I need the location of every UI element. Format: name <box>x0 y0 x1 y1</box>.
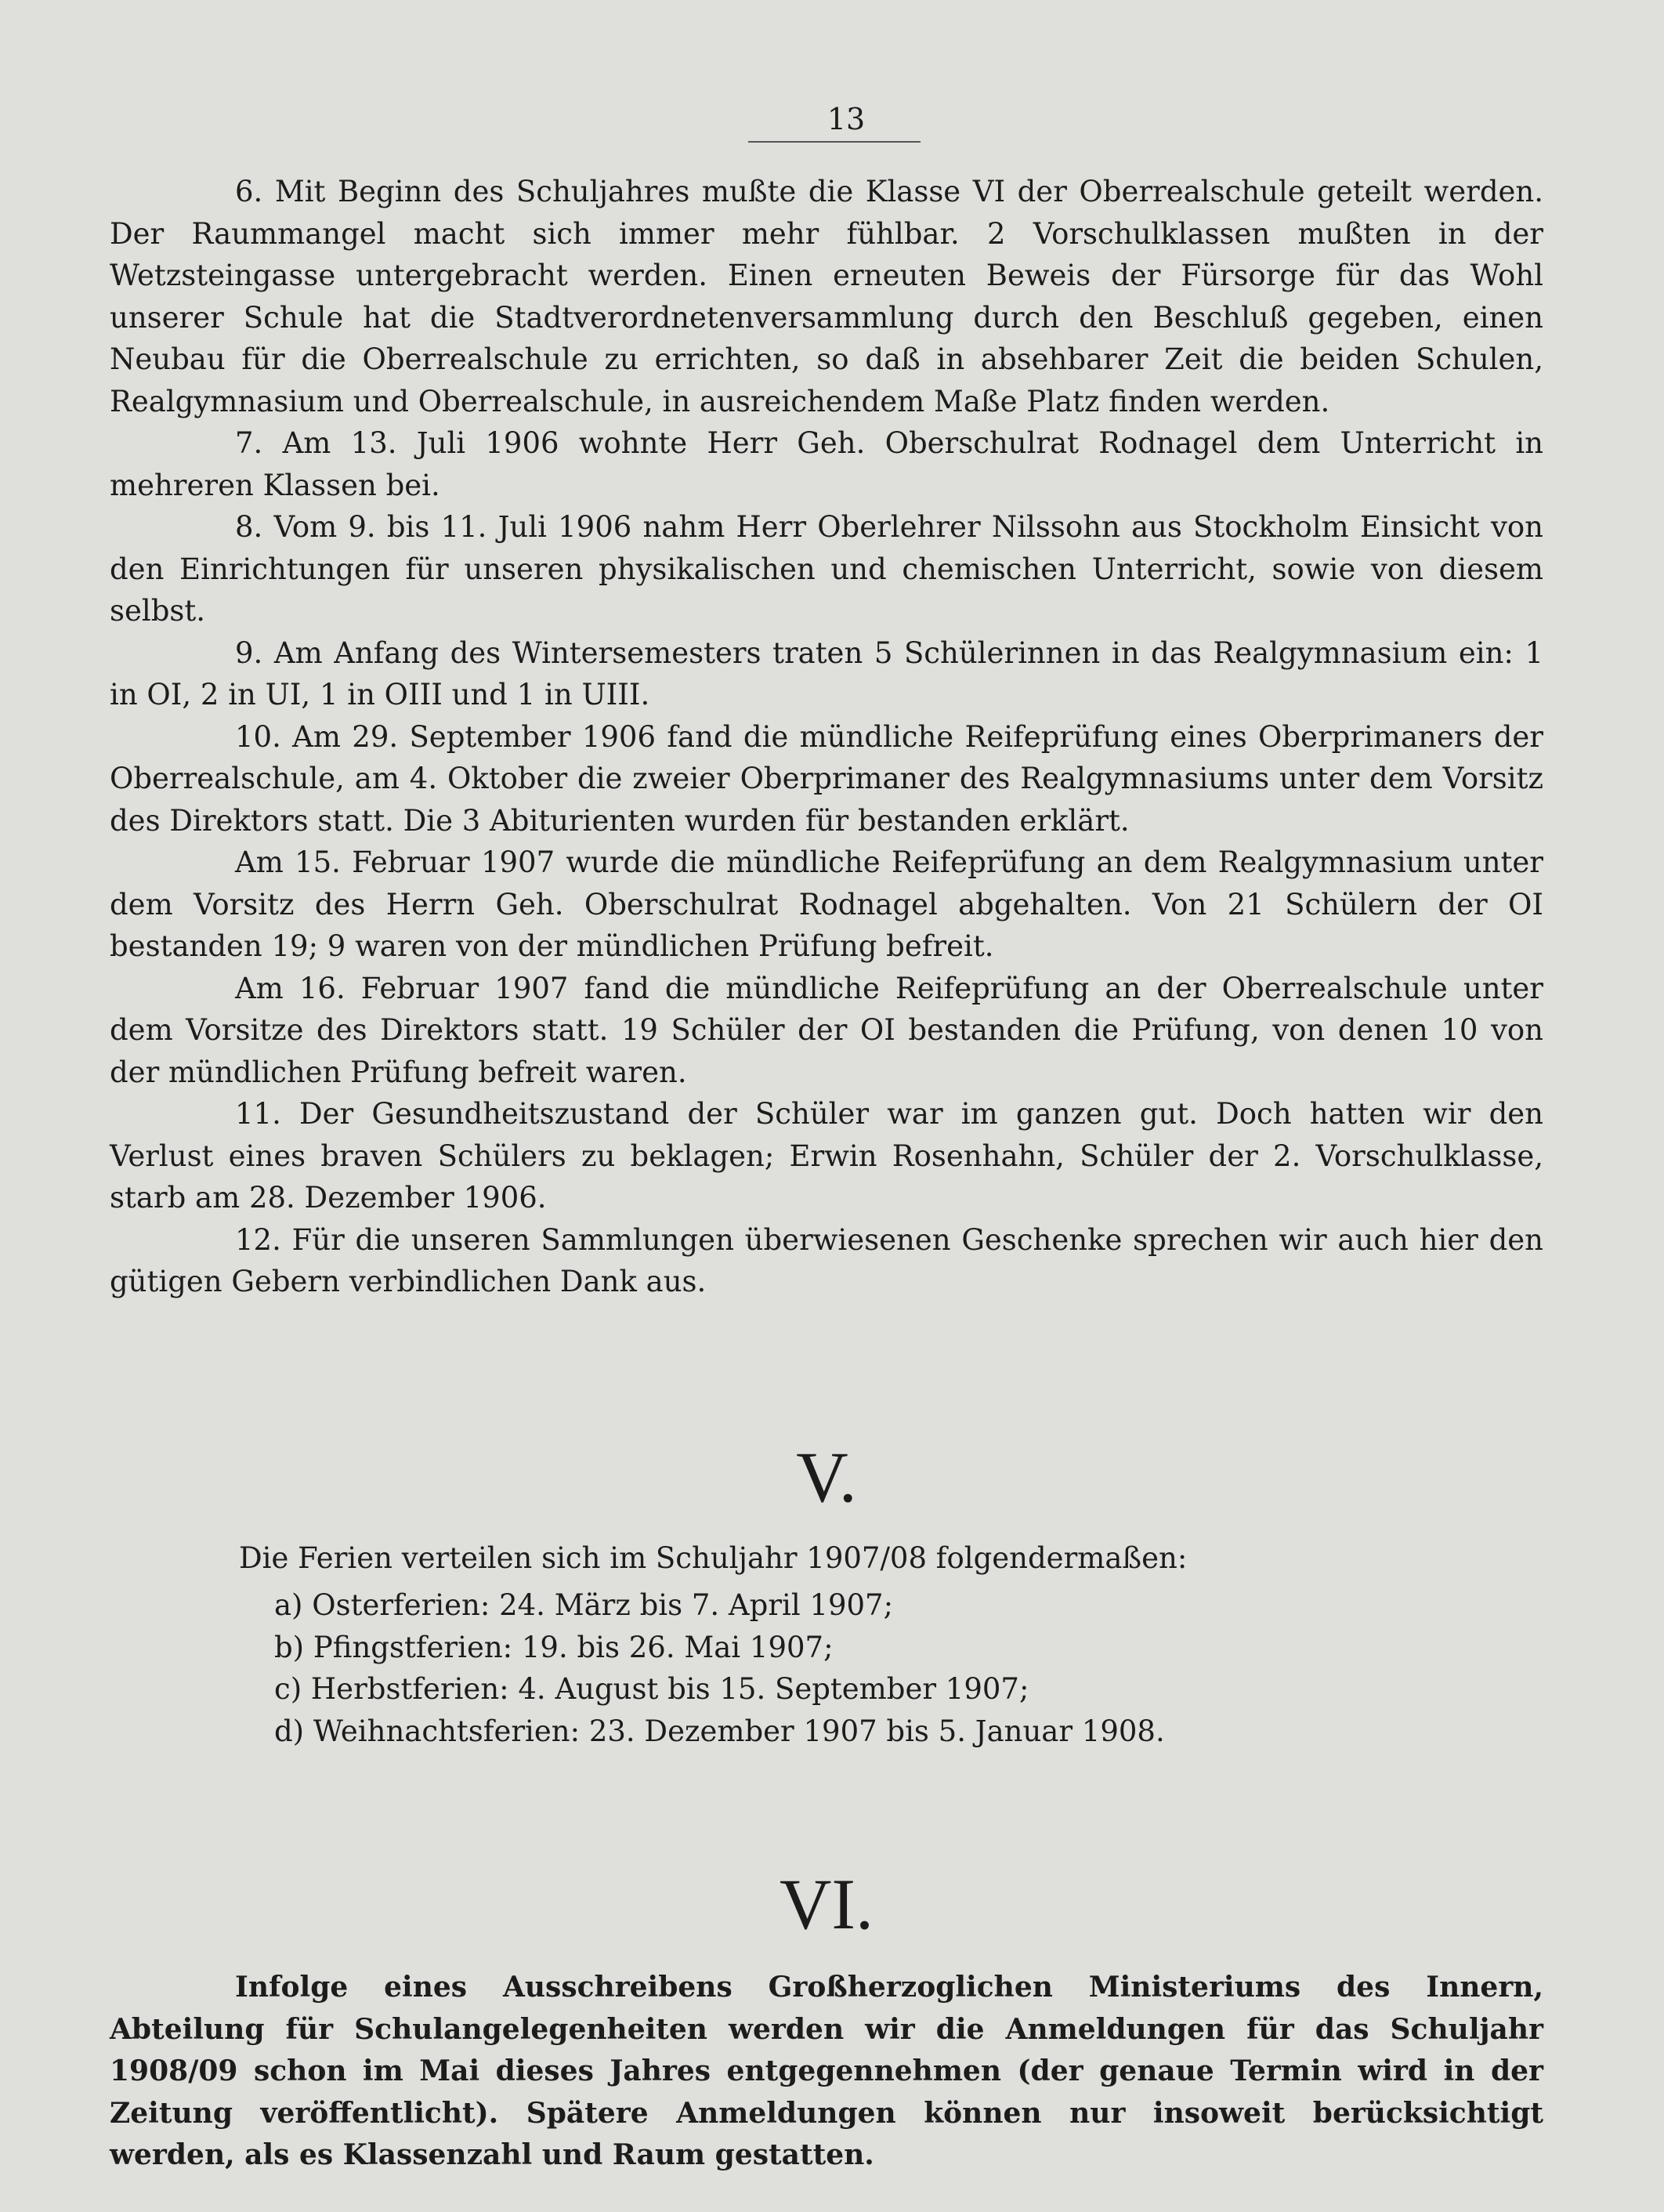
paragraph-11: 11. Der Gesundheitszustand der Schüler war im ganzen gut. Doch hatten wir den Verlust eines braven Schülers zu beklagen; Erwin Rosenhahn, Schüler der 2. Vorschulklasse, starb am 28. Dezember 1906. <box>110 1097 1543 1215</box>
paragraph-8: 8. Vom 9. bis 11. Juli 1906 nahm Herr Oberlehrer Nilssohn aus Stockholm Einsicht von den Einrichtungen für unseren physikalischen und chemischen Unterricht, sowie von diesem selbst. <box>110 510 1543 628</box>
paragraph-10-feb16: Am 16. Februar 1907 fand die mündliche Reifeprüfung an der Oberrealschule unter dem Vorsitze des Direktors statt. 19 Schüler der OI bestanden die Prüfung, von denen 10 von der mündlichen Prüfung befreit waren. <box>110 971 1543 1089</box>
paragraph-12: 12. Für die unseren Sammlungen überwiesenen Geschenke sprechen wir auch hier den gütigen Gebern verbindlichen Dank aus. <box>110 1222 1543 1298</box>
paragraph-10-feb15: Am 15. Februar 1907 wurde die mündliche Reifeprüfung an dem Realgymnasium unter dem Vorsitz des Herrn Geh. Oberschulrat Rodnagel abgehalten. Von 21 Schülern der OI bestanden 19; 9 waren von der mündlichen Prüfung befreit. <box>110 845 1543 963</box>
ferien-item-weihnacht: d) Weihnachtsferien: 23. Dezember 1907 bis 5. Januar 1908. <box>274 1714 1165 1748</box>
paragraph-10: 10. Am 29. September 1906 fand die mündliche Reifeprüfung eines Oberprimaners der Oberrealschule, am 4. Oktober die zweier Oberprimaner des Realgymnasiums unter dem Vorsitz des Direktors statt. Die 3 Abiturienten wurden für bestanden erklärt. <box>110 719 1543 838</box>
ferien-item-oster: a) Osterferien: 24. März bis 7. April 1907; <box>274 1588 894 1622</box>
ferien-item-herbst: c) Herbstferien: 4. August bis 15. September 1907; <box>274 1672 1029 1706</box>
ferien-intro: Die Ferien verteilen sich im Schuljahr 1907/08 folgendermaßen: <box>239 1541 1188 1575</box>
paragraph-9: 9. Am Anfang des Wintersemesters traten 5 Schülerinnen in das Realgymnasium ein: 1 in OI, 2 in UI, 1 in OIII und 1 in UIII. <box>110 635 1543 711</box>
section-vi-text: Infolge eines Ausschreibens Großherzoglichen Ministeriums des Innern, Abteilung für Schulangelegenheiten werden wir die Anmeldungen für das Schuljahr 1908/09 schon im Mai dieses Jahres entgegennehmen (der genaue Termin wird in der Zeitung veröffentlicht). Spätere Anmeldungen können nur insoweit berücksichtigt werden, als es Klassenzahl und Raum gestatten. <box>110 1971 1543 2171</box>
ferien-list <box>274 1584 1528 1752</box>
paragraph-7: 7. Am 13. Juli 1906 wohnte Herr Geh. Oberschulrat Rodnagel dem Unterricht in mehreren Klassen bei. <box>110 426 1543 502</box>
paragraph-6: 6. Mit Beginn des Schuljahres mußte die Klasse VI der Oberrealschule geteilt werden. Der Raummangel macht sich immer mehr fühlbar. 2 Vorschulklassen mußten in der Wetzsteingasse untergebracht werden. Einen erneuten Beweis der Fürsorge für das Wohl unserer Schule hat die Stadtverordnetenversammlung durch den Beschluß gegeben, einen Neubau für die Oberrealschule zu errichten, so daß in absehbarer Zeit die beiden Schulen, Realgymnasium und Oberrealschule, in ausreichendem Maße Platz finden werden. <box>110 175 1543 418</box>
section-iv-text <box>110 171 1543 1303</box>
ferien-item-pfingst: b) Pfingstferien: 19. bis 26. Mai 1907; <box>274 1630 834 1664</box>
section-v-heading: V. <box>796 1437 857 1517</box>
page-number-rule <box>748 141 921 143</box>
section-vi-heading: VI. <box>779 1864 874 1944</box>
page-number: 13 <box>827 102 866 136</box>
